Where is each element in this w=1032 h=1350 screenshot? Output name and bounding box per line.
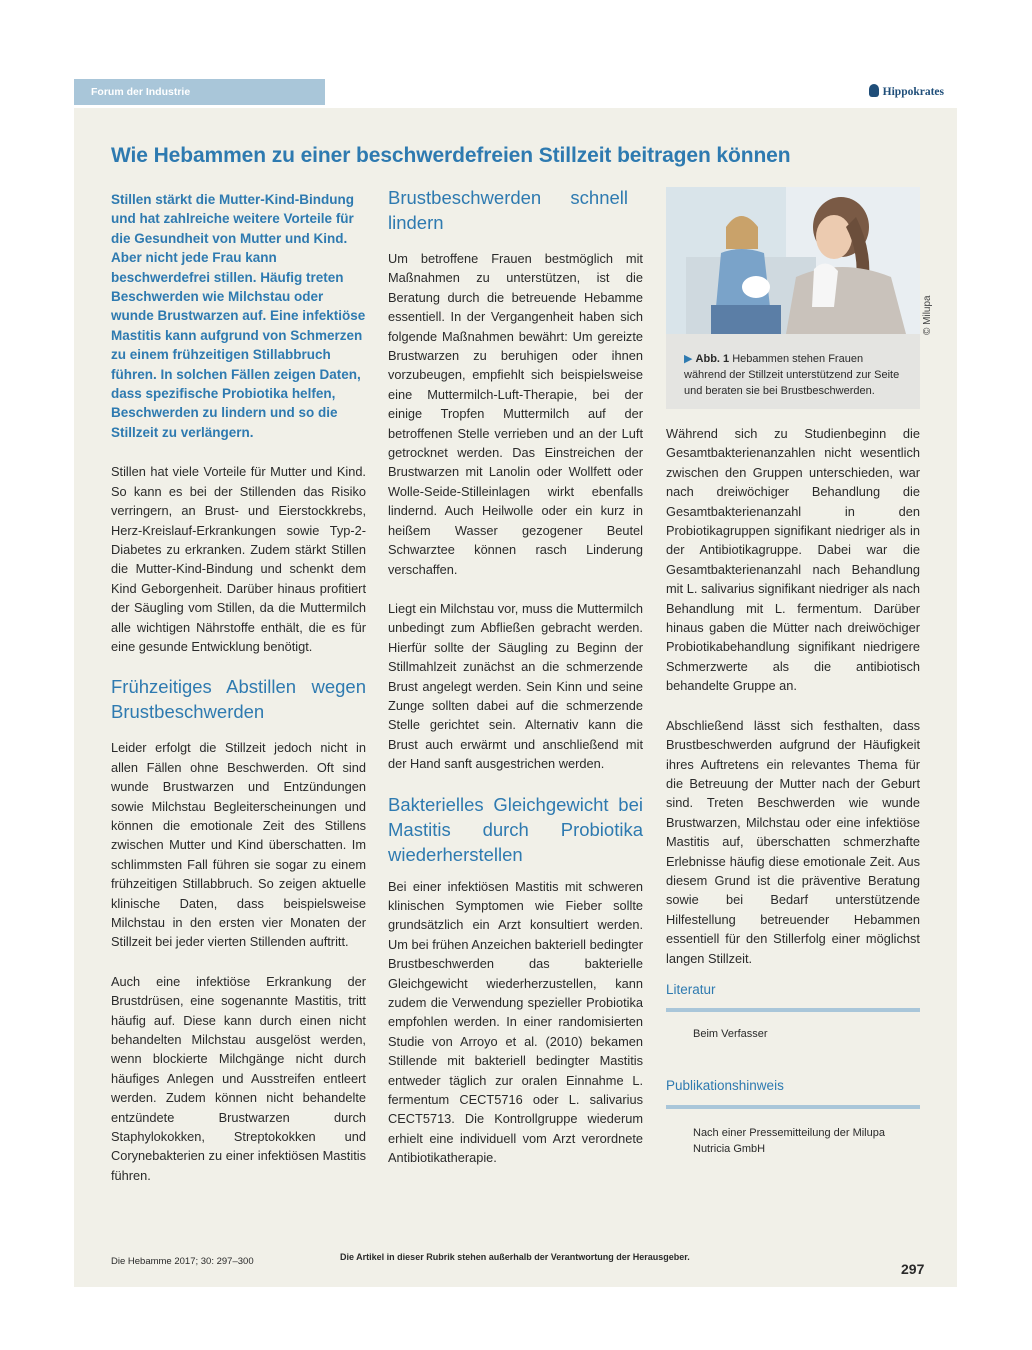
- paragraph: Liegt ein Milchstau vor, muss die Muttermilch unbedingt zum Abfließen gebracht werden. Hierfür sollte der Säugling zu Beginn der Stillmahlzeit zunächst an die schmerzende Brust angelegt werden. Sein Kinn und seine Zunge sollten dabei auf die schmerzende Stelle gerichtet sein. Alternativ kann die Brust auch erwärmt und anschließend mit der Hand sanft ausgestrichen werden.: [388, 600, 643, 772]
- paragraph: Während sich zu Studienbeginn die Gesamtbakterienanzahlen nicht wesentlich zwischen den Gruppen unterschieden, war nach dreiwöchiger Behandlung die Gesamtbakterienanzahl in den Probiotikagruppen signifikant niedriger als in der Antibiotikagruppe. Dabei war die Gesamtbakterienanzahl nach Behandlung mit L. salivarius signifikant niedriger als nach Behandlung mit L. fermentum. Darüber hinaus gaben die Mütter nach dreiwöchiger Probiotikabehandlung signifikant niedrigere Schmerzwerte als die antibiotisch behandelte Gruppe an.: [666, 426, 920, 694]
- paragraph: Um betroffene Frauen bestmöglich mit Maßnahmen zu unterstützen, ist die Beratung durch die betreuende Hebamme essentiell. In der Vergangenheit haben sich folgende Maßnahmen bewährt: Um gereizte Brustwarzen zu beruhigen oder ihnen vorzubeugen, empfiehlt sich beispielsweise eine Muttermilch-Luft-Therapie, bei der einige Tropfen Muttermilch auf der betroffenen Stelle verrieben und an der Luft getrocknet werden. Das Einstreichen der Brustwarzen mit Lanolin oder Wollfett oder Wolle-Seide-Stilleinlagen wirkt ebenfalls lindernd. Auch Heilwolle oder ein kurz in heißem Wasser gezogener Beutel Schwarztee können rasch Linderung verschaffen.: [388, 251, 643, 577]
- photo-illustration: [666, 187, 920, 334]
- hippokrates-logo-icon: [869, 84, 879, 97]
- paragraph: Abschließend lässt sich festhalten, dass Brustbeschwerden aufgrund der Häufigkeit ihres Auftretens ein relevantes Thema für die Betreuung der Mutter nach der Geburt sind. Treten Beschwerden wie wunde Brustwarzen, Milchstau oder eine infektiöse Mastitis auf, überschatten schmerzhafte Erlebnisse häufig diese emotionale Zeit. Aus diesem Grund ist die präventive Beratung sowie bei Bedarf unterstützende Hilfestellung betreuender Hebammen essentiell für den Stillerfolg einer möglichst langen Stillzeit.: [666, 717, 920, 966]
- section-heading: Brustbeschwerden schnell lindern: [388, 187, 628, 233]
- literature-heading: Literatur: [666, 981, 716, 997]
- literature-text: Beim Verfasser: [693, 1028, 768, 1041]
- paragraph: Leider erfolgt die Stillzeit jedoch nicht in allen Fällen ohne Beschwerden. Oft sind wunde Brustwarzen und Entzündungen sowie Milchstau Begleiterscheinungen und können die emotionale Zeit des Stillens zwischen Mutter und Kind überschatten. Im schlimmsten Fall führen sie sogar zu einem frühzeitigen Stillabbruch. So zeigen aktuelle klinische Daten, dass beispielsweise Milchstau in den ersten vier Monaten der Stillzeit bei jeder vierten Stillenden auftritt.: [111, 740, 366, 950]
- figure-photo: [666, 187, 920, 334]
- section-label: Forum der Industrie: [74, 79, 325, 105]
- paragraph: Auch eine infektiöse Erkrankung der Brustdrüsen, eine sogenannte Mastitis, tritt häufig auf. Diese kann durch einen nicht behandelten Milchstau ausgelöst werden, wenn blockierte Milchgänge nicht durch häufiges Anlegen und Ausstreifen entleert werden. Zudem können nicht behandelte entzündete Brustwarzen durch Staphylokokken, Streptokokken und Corynebakterien zu einer infektiösen Mastitis führen.: [111, 973, 366, 1183]
- lead-paragraph: Stillen stärkt die Mutter-Kind-Bindung und hat zahlreiche weitere Vorteile für die Gesundheit von Mutter und Kind. Aber nicht jede Frau kann beschwerdefrei stillen. Häufig treten Beschwerden wie Milchstau oder wunde Brustwarzen auf. Eine infektiöse Mastitis kann aufgrund von Schmerzen zu einem frühzeitigen Stillabbruch führen. In solchen Fällen zeigen Daten, dass spezifische Probiotika helfen, Beschwerden zu lindern und so die Stillzeit zu verlängern.: [111, 192, 366, 440]
- figure-caption: [684, 351, 902, 399]
- photo-credit: © Milupa: [922, 295, 933, 335]
- publication-section: [666, 1076, 920, 1156]
- column-1: [111, 190, 366, 1185]
- column-3: [666, 424, 920, 1157]
- paragraph: Bei einer infektiösen Mastitis mit schweren klinischen Symptomen wie Fieber sollte grundsätzlich ein Arzt konsultiert werden. Um bei frühen Anzeichen bakteriell bedingter Brustbeschwerden das bakterielle Gleichgewicht wiederherzustellen, kann zudem die Verwendung spezieller Probiotika empfohlen werden. In einer randomisierten Studie von Arroyo et al. (2010) bekamen Stillende mit bakteriell bedingter Mastitis entweder täglich zur oralen Einnahme L. fermentum CECT5716 oder L. salivarius CECT5713. Die Kontrollgruppe wiederum erhielt eine individuell vom Arzt verordnete Antibiotikatherapie.: [388, 878, 643, 1166]
- publication-heading: Publikationshinweis: [666, 1078, 784, 1094]
- column-2: [388, 185, 643, 1168]
- triangle-icon: ▶: [684, 353, 693, 365]
- page-number: 297: [901, 1261, 925, 1277]
- section-heading: Bakterielles Gleichgewicht bei Mastitis durch Probiotika wiederherstellen: [388, 793, 643, 865]
- figure-label: Abb. 1: [695, 353, 730, 365]
- literature-rule: [666, 1008, 920, 1012]
- article-title: Wie Hebammen zu einer beschwerdefreien Stillzeit beitragen können: [111, 144, 791, 167]
- figure: [666, 187, 920, 409]
- publication-text: Nach einer Pressemitteilung der Milupa Nutricia GmbH: [693, 1126, 885, 1155]
- publication-rule: [666, 1105, 920, 1109]
- section-heading: Frühzeitiges Abstillen wegen Brustbeschwerden: [111, 676, 366, 723]
- citation: Die Hebamme 2017; 30: 297–300: [111, 1256, 254, 1267]
- publisher-logo: [869, 79, 944, 105]
- literature-section: [666, 980, 920, 1042]
- paragraph: Stillen hat viele Vorteile für Mutter und Kind. So kann es bei der Stillenden das Risiko verringern, an Brust- und Eierstockkrebs, Herz-Kreislauf-Erkrankungen sowie Typ-2-Diabetes zu erkranken. Zudem stärkt Stillen die Mutter-Kind-Bindung und schenkt dem Kind Geborgenheit. Darüber hinaus profitiert der Säugling vom Stillen, da die Muttermilch alle wichtigen Nährstoffe enthält, die es für eine gesunde Entwicklung benötigt.: [111, 464, 366, 654]
- figure-caption-text: Hebammen stehen Frauen während der Stillzeit unterstützend zur Seite und beraten sie bei Brustbeschwerden.: [684, 353, 900, 397]
- publisher-name: Hippokrates: [882, 86, 944, 98]
- disclaimer: Die Artikel in dieser Rubrik stehen außerhalb der Verantwortung der Herausgeber.: [340, 1252, 690, 1262]
